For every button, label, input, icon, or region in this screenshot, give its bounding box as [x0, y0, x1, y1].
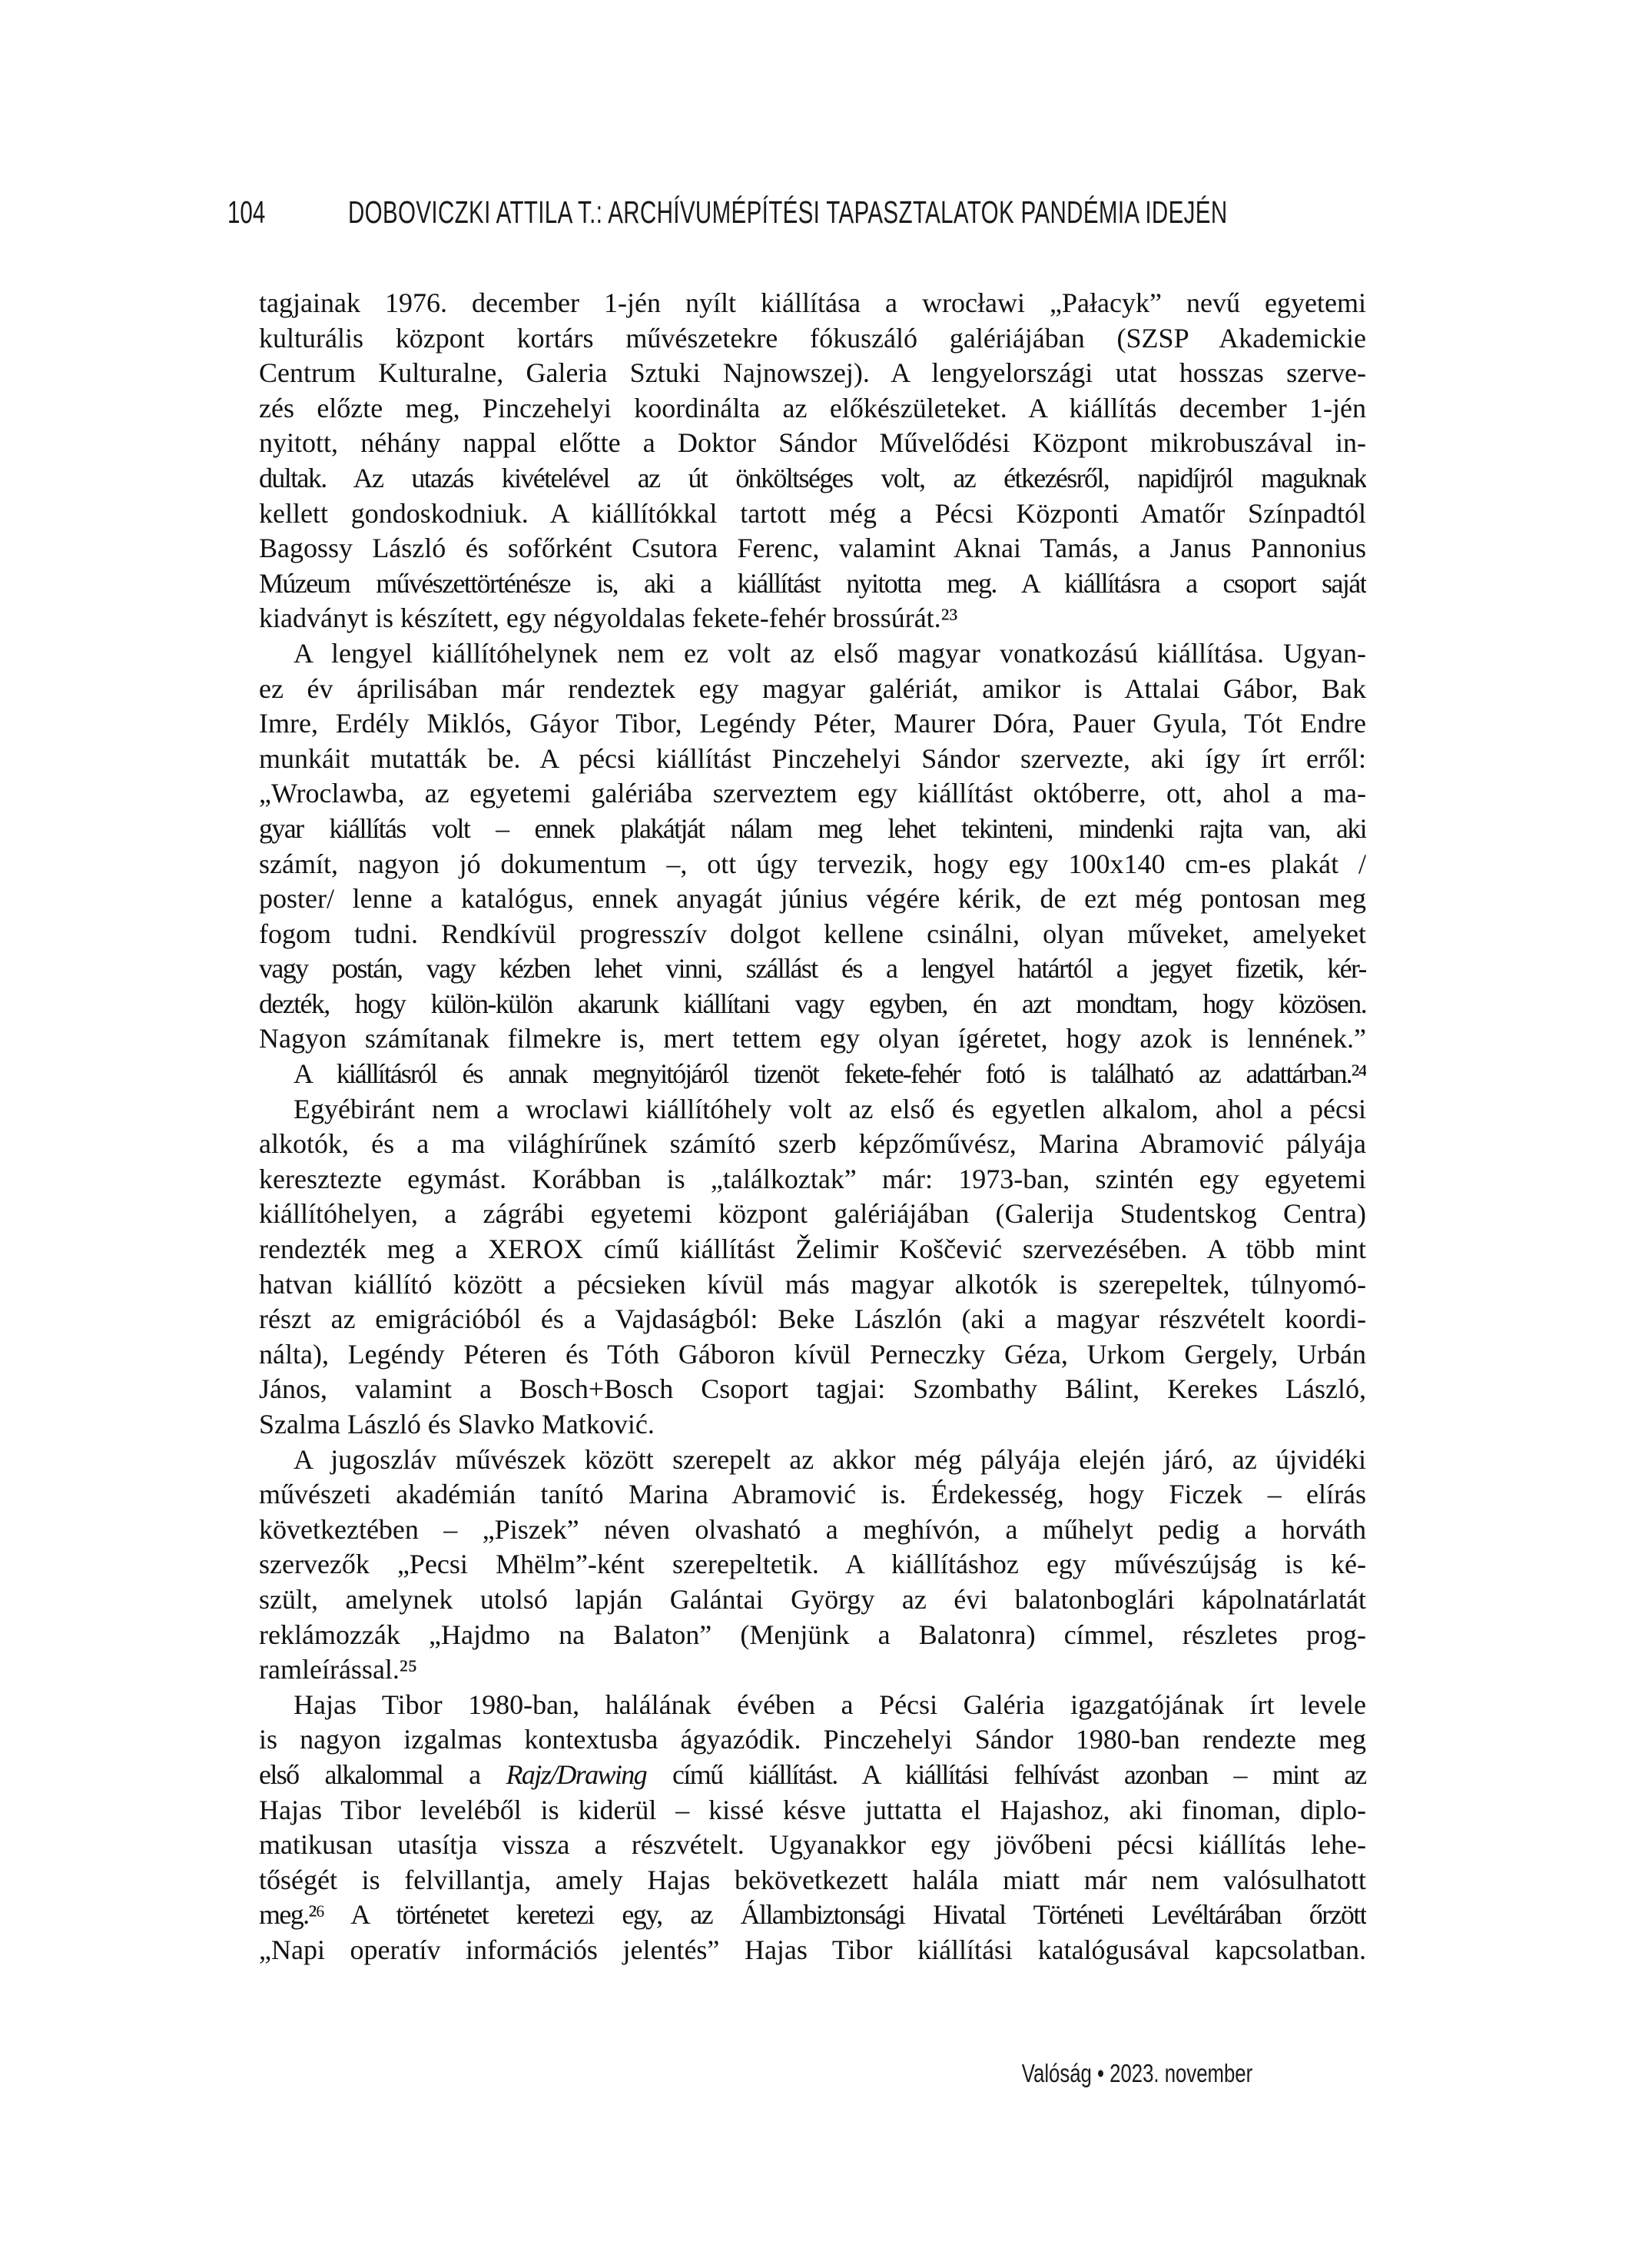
- text-line: fogom tudni. Rendkívül progresszív dolgot kellene csinálni, olyan műveket, amelyeket: [259, 918, 1366, 949]
- text-line: Egyébiránt nem a wroclawi kiállítóhely volt az első és egyetlen alkalom, ahol a pécsi: [294, 1093, 1366, 1124]
- text-line: „Wroclawba, az egyetemi galériába szerveztem egy kiállítást októberre, ott, ahol a ma-: [259, 778, 1366, 809]
- text-line: tagjainak 1976. december 1-jén nyílt kiállítása a wrocławi „Pałacyk” nevű egyetemi: [259, 287, 1366, 318]
- text-line: meg.²⁶ A történetet keretezi egy, az Állambiztonsági Hivatal Történeti Levéltárában őrzött: [259, 1899, 1366, 1931]
- text-line: Szalma László és Slavko Matković.: [259, 1409, 655, 1439]
- text-line: reklámozzák „Hajdmo na Balaton” (Menjünk a Balatonra) címmel, részletes prog-: [259, 1619, 1366, 1650]
- text-line: ez év áprilisában már rendeztek egy magyar galériát, amikor is Attalai Gábor, Bak: [259, 672, 1366, 704]
- paragraph: [259, 1092, 1366, 1443]
- paragraph: [259, 636, 1366, 1057]
- article-text-column: [259, 286, 1366, 1968]
- text-line: részt az emigrációból és a Vajdaságból: Beke Lászlón (aki a magyar részvételt koordi-: [259, 1303, 1366, 1335]
- paragraph: [259, 1688, 1366, 1968]
- text-line: szült, amelynek utolsó lapján Galántai György az évi balatonboglári kápolnatárlatát: [259, 1583, 1366, 1615]
- text-segment: első alkalommal a: [259, 1758, 506, 1790]
- text-line: Imre, Erdély Miklós, Gáyor Tibor, Legéndy Péter, Maurer Dóra, Pauer Gyula, Tót Endre: [259, 708, 1366, 739]
- text-line: Centrum Kulturalne, Galeria Sztuki Najnowszej). A lengyelországi utat hosszas szerve-: [259, 357, 1366, 389]
- text-line: nálta), Legéndy Péteren és Tóth Gáboron kívül Perneczky Géza, Urkom Gergely, Urbán: [259, 1338, 1366, 1370]
- text-line: is nagyon izgalmas kontextusba ágyazódik. Pinczehelyi Sándor 1980-ban rendezte meg: [259, 1724, 1366, 1755]
- paragraph: [259, 1057, 1366, 1092]
- text-line: nyitott, néhány nappal előtte a Doktor Sándor Művelődési Központ mikrobuszával in-: [259, 427, 1366, 459]
- text-line: matikusan utasítja vissza a részvételt. Ugyanakkor egy jövőbeni pécsi kiállítás lehe-: [259, 1829, 1366, 1861]
- text-line: Múzeum művészettörténésze is, aki a kiállítást nyitotta meg. A kiállításra a csoport saját: [259, 567, 1366, 599]
- text-line: gyar kiállítás volt – ennek plakátját nálam meg lehet tekinteni, mindenki rajta van, aki: [259, 812, 1366, 844]
- text-line: poster/ lenne a katalógus, ennek anyagát június végére kérik, de ezt még pontosan meg: [259, 883, 1366, 915]
- text-line: zés előzte meg, Pinczehelyi koordinálta az előkészületeket. A kiállítás december 1-jén: [259, 392, 1366, 423]
- text-line: tőségét is felvillantja, amely Hajas bekövetkezett halála miatt már nem valósulhatott: [259, 1864, 1366, 1895]
- text-line: A kiállításról és annak megnyitójáról tizenöt fekete-fehér fotó is található az adattárban.²⁴: [294, 1058, 1366, 1090]
- text-line: keresztezte egymást. Korábban is „találkoztak” már: 1973-ban, szintén egy egyetemi: [259, 1163, 1366, 1194]
- text-line: János, valamint a Bosch+Bosch Csoport tagjai: Szombathy Bálint, Kerekes László,: [259, 1373, 1366, 1405]
- text-line: ramleírással.²⁵: [259, 1654, 418, 1685]
- text-line: vagy postán, vagy kézben lehet vinni, szállást és a lengyel határtól a jegyet fizetik, kér-: [259, 953, 1366, 985]
- paragraph: [259, 286, 1366, 636]
- text-line: rendezték meg a XEROX című kiállítást Želimir Koščević szervezésében. A több mint: [259, 1234, 1366, 1265]
- text-line: Bagossy László és sofőrként Csutora Ferenc, valamint Aknai Tamás, a Janus Pannonius: [259, 533, 1366, 564]
- italic-title-segment: Rajz/Drawing: [506, 1758, 647, 1790]
- text-line: munkáit mutatták be. A pécsi kiállítást Pinczehelyi Sándor szervezte, aki így írt erről:: [259, 742, 1366, 774]
- text-line: kiadványt is készített, egy négyoldalas fekete-fehér brossúrát.²³: [259, 603, 958, 634]
- journal-footer: Valóság • 2023. november: [1021, 2059, 1252, 2087]
- text-line: alkotók, és a ma világhírűnek számító szerb képzőművész, Marina Abramović pályája: [259, 1128, 1366, 1160]
- text-line: dezték, hogy külön-külön akarunk kiállítani vagy egyben, én azt mondtam, hogy közösen.: [259, 988, 1366, 1019]
- text-line: A jugoszláv művészek között szerepelt az akkor még pályája elején járó, az újvidéki: [294, 1443, 1366, 1475]
- text-segment: című kiállítást. A kiállítási felhívást azonban – mint az: [646, 1758, 1366, 1790]
- page-number: 104: [227, 194, 266, 230]
- text-line: Hajas Tibor 1980-ban, halálának évében a Pécsi Galéria igazgatójának írt levele: [294, 1689, 1366, 1720]
- text-line: Hajas Tibor leveléből is kiderül – kissé késve juttatta el Hajashoz, aki finoman, diplo-: [259, 1794, 1366, 1825]
- text-line: A lengyel kiállítóhelynek nem ez volt az első magyar vonatkozású kiállítása. Ugyan-: [294, 637, 1366, 669]
- text-line: következtében – „Piszek” néven olvasható a meghívón, a műhelyt pedig a horváth: [259, 1513, 1366, 1545]
- text-line: dultak. Az utazás kivételével az út önköltséges volt, az étkezésről, napidíjról maguknak: [259, 462, 1366, 493]
- text-line: hatvan kiállító között a pécsieken kívül más magyar alkotók is szerepeltek, túlnyomó-: [259, 1268, 1366, 1300]
- text-line: [259, 1758, 1366, 1793]
- paragraph: [259, 1443, 1366, 1688]
- text-line: művészeti akadémián tanító Marina Abramović is. Érdekesség, hogy Ficzek – elírás: [259, 1479, 1366, 1510]
- text-line: szervezők „Pecsi Mhëlm”-ként szerepeltetik. A kiállításhoz egy művészújság is ké-: [259, 1549, 1366, 1580]
- running-header-title: DOBOVICZKI ATTILA T.: ARCHÍVUMÉPÍTÉSI TAPASZTALATOK PANDÉMIA IDEJÉN: [348, 194, 1228, 230]
- text-line: Nagyon számítanak filmekre is, mert tettem egy olyan ígéretet, hogy azok is lennének.”: [259, 1023, 1366, 1054]
- text-line: „Napi operatív információs jelentés” Hajas Tibor kiállítási katalógusával kapcsolatban.: [259, 1934, 1366, 1965]
- text-line: kulturális központ kortárs művészetekre fókuszáló galériájában (SZSP Akademickie: [259, 322, 1366, 354]
- text-line: kiállítóhelyen, a zágrábi egyetemi központ galériájában (Galerija Studentskog Centra): [259, 1198, 1366, 1230]
- text-line: számít, nagyon jó dokumentum –, ott úgy tervezik, hogy egy 100x140 cm-es plakát /: [259, 848, 1366, 879]
- text-line: kellett gondoskodniuk. A kiállítókkal tartott még a Pécsi Központi Amatőr Színpadtól: [259, 497, 1366, 529]
